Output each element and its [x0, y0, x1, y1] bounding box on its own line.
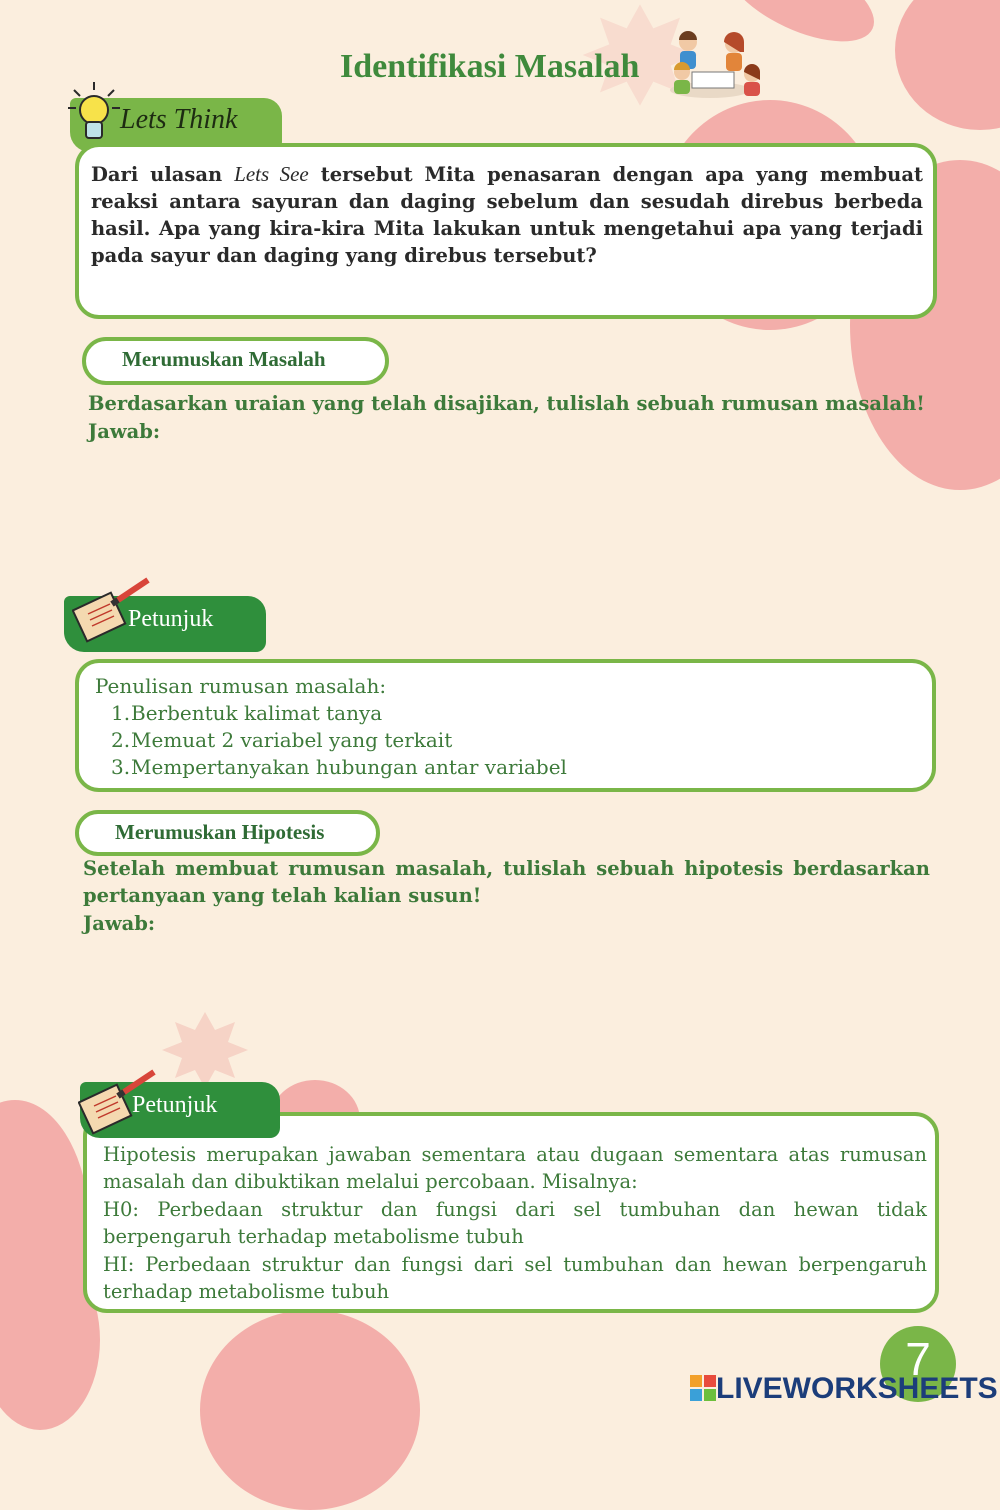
petunjuk-hipotesis-h1: HI: Perbedaan struktur dan fungsi dari sel tumbuhan dan hewan berpengaruh terhadap metabolisme tubuh: [103, 1253, 927, 1303]
list-item: 1. Berbentuk kalimat tanya: [111, 701, 383, 725]
rumusan-answer-label: Jawab:: [88, 420, 161, 443]
list-item: 2. Memuat 2 variabel yang terkait: [111, 728, 453, 752]
list-item: 3. Mempertanyakan hubungan antar variabel: [111, 755, 567, 779]
page-number: 7: [905, 1333, 931, 1385]
watermark-text: LIVEWORKSHEETS: [716, 1372, 998, 1405]
lets-think-label: Lets Think: [120, 104, 238, 135]
notepad-pencil-icon: [72, 574, 156, 644]
lightbulb-icon: [66, 80, 122, 146]
decorative-blob: [200, 1310, 420, 1510]
hipotesis-instruction: Setelah membuat rumusan masalah, tulislah sebuah hipotesis berdasarkan pertanyaan yang telah kalian susun!: [83, 857, 930, 907]
petunjuk-label: Petunjuk: [128, 606, 214, 632]
decorative-blob: [895, 0, 1000, 130]
notepad-pencil-icon: [78, 1066, 162, 1136]
liveworksheets-logo-icon: [690, 1375, 716, 1401]
petunjuk-hipotesis-intro: Hipotesis merupakan jawaban sementara atau dugaan sementara atas rumusan masalah dan dibuktikan melalui percobaan. Misalnya:: [103, 1143, 927, 1193]
petunjuk-rumusan-intro: Penulisan rumusan masalah:: [95, 674, 387, 698]
petunjuk-rumusan-list: [95, 700, 567, 781]
liveworksheets-watermark: [690, 1372, 998, 1406]
rumusan-masalah-heading: Merumuskan Masalah: [82, 337, 389, 385]
petunjuk-label: Petunjuk: [132, 1092, 218, 1118]
children-reading-illustration: [660, 28, 770, 100]
rumusan-instruction: Berdasarkan uraian yang telah disajikan, tulislah sebuah rumusan masalah!: [88, 392, 925, 415]
petunjuk-hipotesis-h0: H0: Perbedaan struktur dan fungsi dari sel tumbuhan dan hewan tidak berpengaruh terhadap metabolisme tubuh: [103, 1198, 927, 1248]
hipotesis-answer-label: Jawab:: [83, 912, 156, 935]
petunjuk-hipotesis-card: [83, 1112, 939, 1313]
sparkle-decoration: [160, 1010, 250, 1090]
petunjuk-rumusan-card: [75, 659, 936, 792]
page-title: Identifikasi Masalah: [340, 48, 640, 85]
hipotesis-heading: Merumuskan Hipotesis: [75, 810, 380, 856]
lets-think-text: Dari ulasan Lets See tersebut Mita penasaran dengan apa yang membuat reaksi antara sayuran dan daging sebelum dan sesudah direbus berbeda hasil. Apa yang kira-kira Mita lakukan untuk mengetahui apa yang terjadi pada sayur dan daging yang direbus tersebut?: [91, 162, 923, 267]
lets-think-card: [75, 143, 937, 319]
